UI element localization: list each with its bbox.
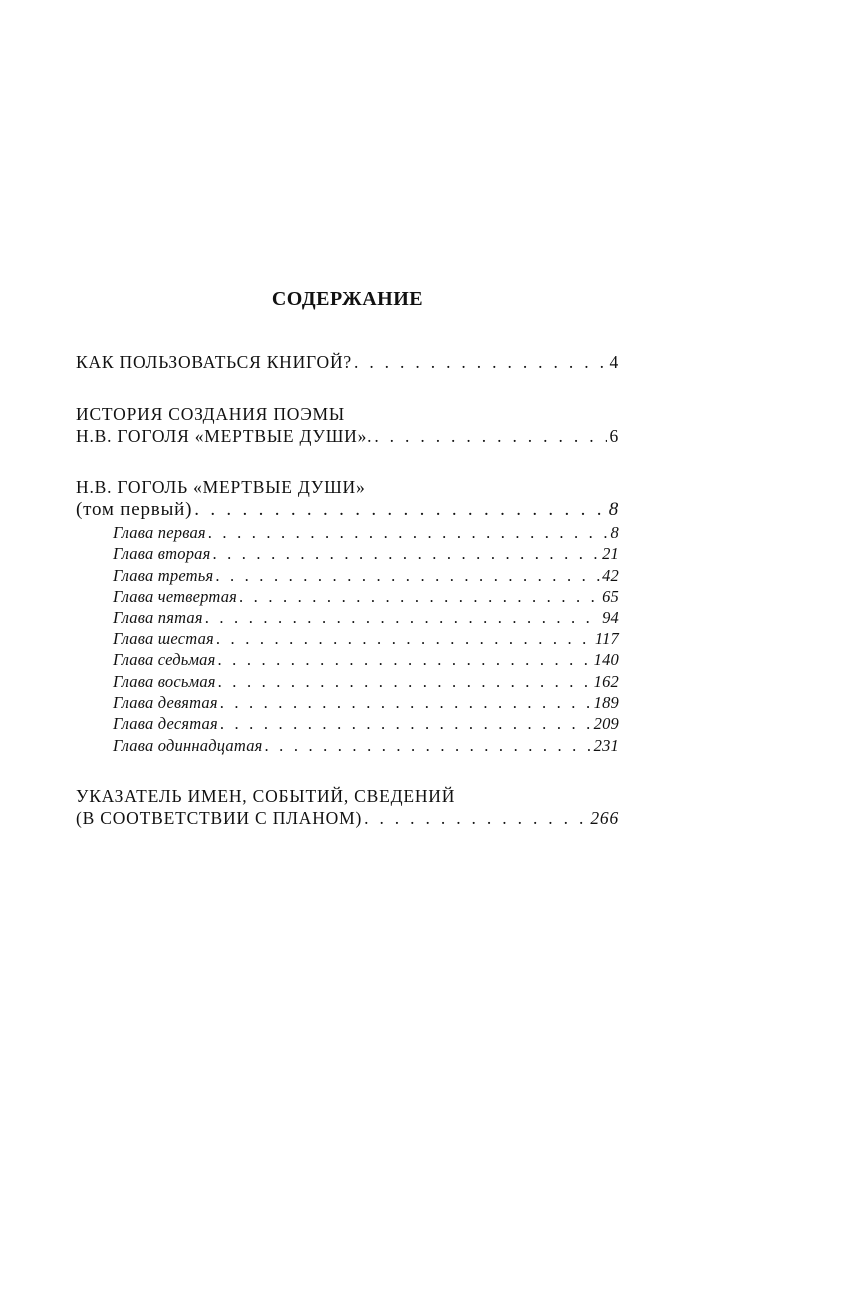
dot-leader: [220, 693, 592, 713]
chapter-page-number: 117: [594, 629, 619, 648]
chapter-entry: [113, 650, 619, 670]
toc-entry-label: (том первый): [76, 499, 193, 520]
chapter-entry: [113, 693, 619, 713]
dot-leader: [265, 736, 592, 756]
chapter-label: Глава четвертая: [113, 587, 238, 606]
toc-page-number: 6: [609, 426, 619, 446]
chapter-page-number: 21: [602, 544, 619, 563]
toc-entry-history-line-1: [76, 404, 619, 425]
chapter-page-number: 94: [602, 608, 619, 627]
chapter-entry: [113, 544, 619, 564]
dot-leader: [218, 650, 592, 670]
toc-page-number: 266: [590, 808, 619, 828]
chapter-label: Глава вторая: [113, 544, 211, 563]
chapter-page-number: 8: [610, 523, 619, 542]
dot-leader: [364, 808, 588, 829]
chapter-label: Глава седьмая: [113, 650, 216, 669]
dot-leader: [212, 544, 600, 564]
chapter-label: Глава шестая: [113, 629, 214, 648]
dot-leader: [239, 587, 600, 607]
chapter-page-number: 65: [602, 587, 619, 606]
dot-leader: [374, 426, 607, 447]
chapter-label: Глава третья: [113, 566, 214, 585]
chapter-page-number: 42: [602, 566, 619, 585]
toc-entry-label: КАК ПОЛЬЗОВАТЬСЯ КНИГОЙ?: [76, 352, 352, 372]
dot-leader: [208, 523, 609, 543]
chapter-page-number: 189: [593, 693, 619, 712]
toc-page-number: 8: [608, 499, 619, 520]
dot-leader: [354, 352, 607, 373]
dot-leader: [194, 499, 606, 521]
chapter-label: Глава одиннадцатая: [113, 736, 263, 755]
chapter-label: Глава десятая: [113, 714, 218, 733]
chapter-entry: [113, 672, 619, 692]
chapter-entry: [113, 566, 619, 586]
chapter-entry: [113, 629, 619, 649]
chapter-entry: [113, 736, 619, 756]
toc-entry-label: ИСТОРИЯ СОЗДАНИЯ ПОЭМЫ: [76, 404, 345, 424]
toc-entry-label: Н.В. ГОГОЛЯ «МЕРТВЫЕ ДУШИ».: [76, 426, 373, 446]
chapter-entry: [113, 523, 619, 543]
dot-leader: [216, 629, 593, 649]
chapter-page-number: 140: [593, 650, 619, 669]
chapter-page-number: 209: [593, 714, 619, 733]
chapter-label: Глава первая: [113, 523, 206, 542]
toc-entry-history: [76, 426, 619, 447]
chapter-page-number: 231: [593, 736, 619, 755]
chapter-label: Глава восьмая: [113, 672, 216, 691]
toc-page-number: 4: [609, 352, 619, 372]
chapter-entry: [113, 714, 619, 734]
dot-leader: [220, 714, 592, 734]
toc-entry-how-to-use: [76, 352, 619, 373]
toc-entry-label: УКАЗАТЕЛЬ ИМЕН, СОБЫТИЙ, СВЕДЕНИЙ: [76, 786, 456, 806]
toc-entry-label: (В СООТВЕТСТВИИ С ПЛАНОМ): [76, 808, 363, 828]
chapter-label: Глава пятая: [113, 608, 203, 627]
dot-leader: [205, 608, 600, 628]
chapter-label: Глава девятая: [113, 693, 218, 712]
toc-entry-label: Н.В. ГОГОЛЬ «МЕРТВЫЕ ДУШИ»: [76, 477, 366, 497]
dot-leader: [215, 566, 600, 586]
chapter-entry: [113, 608, 619, 628]
toc-entry-dead-souls: [76, 499, 619, 521]
chapter-entry: [113, 587, 619, 607]
toc-entry-dead-souls-line-1: [76, 477, 619, 498]
page-title: СОДЕРЖАНИЕ: [271, 288, 424, 310]
toc-entry-index-line-1: [76, 786, 619, 807]
toc-entry-index: [76, 808, 619, 829]
dot-leader: [218, 672, 592, 692]
chapter-page-number: 162: [593, 672, 619, 691]
